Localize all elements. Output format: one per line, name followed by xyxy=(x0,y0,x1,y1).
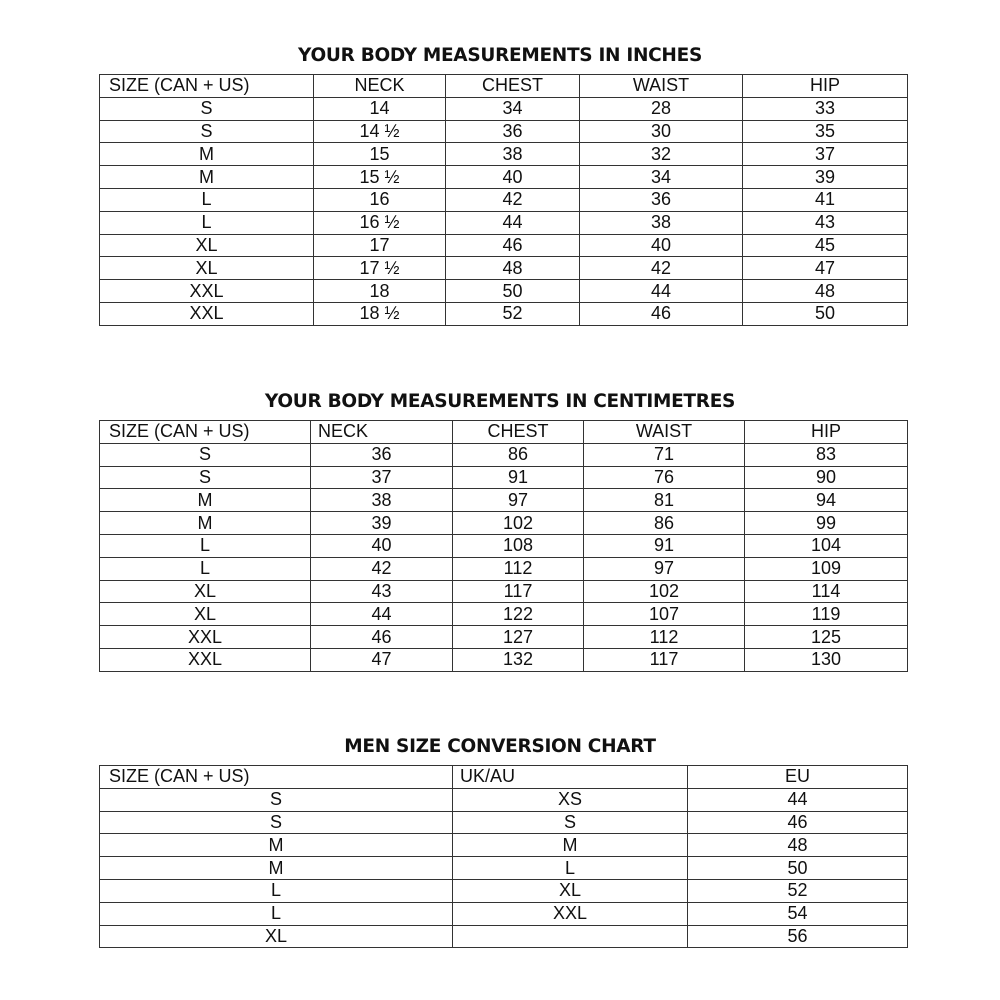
table-cell: 44 xyxy=(446,211,580,234)
table-cell: XS xyxy=(453,788,688,811)
table-cell: 15 xyxy=(314,143,446,166)
table-cell: 43 xyxy=(743,211,908,234)
table-cell: 94 xyxy=(745,489,908,512)
table-cell: 86 xyxy=(584,512,745,535)
table-row xyxy=(100,834,908,857)
centimetres-table-title: YOUR BODY MEASUREMENTS IN CENTIMETRES xyxy=(264,391,736,412)
table-row xyxy=(100,512,908,535)
table-cell: 48 xyxy=(688,834,908,857)
table-cell: XL xyxy=(100,925,453,948)
table-cell: XL xyxy=(100,580,311,603)
table-cell xyxy=(453,925,688,948)
table-cell: S xyxy=(100,443,311,466)
table-cell: 119 xyxy=(745,603,908,626)
table-cell: 132 xyxy=(453,648,584,671)
table-cell: 15 ½ xyxy=(314,166,446,189)
table-cell: S xyxy=(100,97,314,120)
table-cell: 99 xyxy=(745,512,908,535)
table-cell: 41 xyxy=(743,188,908,211)
table-cell: 108 xyxy=(453,534,584,557)
table-cell: 17 ½ xyxy=(314,257,446,280)
table-row xyxy=(100,166,908,189)
table-cell: 130 xyxy=(745,648,908,671)
table-row xyxy=(100,120,908,143)
table-row xyxy=(100,788,908,811)
column-header: WAIST xyxy=(580,75,743,98)
table-cell: 16 ½ xyxy=(314,211,446,234)
table-row xyxy=(100,302,908,325)
column-header: CHEST xyxy=(446,75,580,98)
header-row xyxy=(100,75,908,98)
table-cell: XXL xyxy=(100,648,311,671)
table-row xyxy=(100,257,908,280)
table-cell: 76 xyxy=(584,466,745,489)
table-cell: 37 xyxy=(311,466,453,489)
table-row xyxy=(100,443,908,466)
table-row xyxy=(100,626,908,649)
table-cell: 38 xyxy=(311,489,453,512)
table-cell: 45 xyxy=(743,234,908,257)
table-row xyxy=(100,648,908,671)
table-cell: S xyxy=(100,466,311,489)
table-cell: 71 xyxy=(584,443,745,466)
table-cell: 38 xyxy=(446,143,580,166)
table-cell: 44 xyxy=(688,788,908,811)
table-cell: 16 xyxy=(314,188,446,211)
table-cell: XL xyxy=(100,603,311,626)
table-cell: XL xyxy=(453,879,688,902)
column-header: UK/AU xyxy=(453,766,688,789)
table-cell: 104 xyxy=(745,534,908,557)
table-row xyxy=(100,603,908,626)
table-cell: 44 xyxy=(580,280,743,303)
table-row xyxy=(100,534,908,557)
header-row xyxy=(100,766,908,789)
table-cell: 18 ½ xyxy=(314,302,446,325)
table-cell: 107 xyxy=(584,603,745,626)
table-row xyxy=(100,466,908,489)
table-cell: M xyxy=(100,489,311,512)
table-cell: 43 xyxy=(311,580,453,603)
table-cell: L xyxy=(100,879,453,902)
table-cell: 54 xyxy=(688,902,908,925)
table-cell: 50 xyxy=(446,280,580,303)
table-row xyxy=(100,902,908,925)
table-cell: 56 xyxy=(688,925,908,948)
centimetres-measurements-table xyxy=(99,420,908,672)
table-cell: L xyxy=(453,857,688,880)
table-cell: 38 xyxy=(580,211,743,234)
table-cell: XL xyxy=(100,234,314,257)
table-cell: S xyxy=(100,811,453,834)
table-row xyxy=(100,925,908,948)
table-cell: 14 ½ xyxy=(314,120,446,143)
table-cell: 47 xyxy=(743,257,908,280)
table-row xyxy=(100,211,908,234)
table-row xyxy=(100,97,908,120)
table-cell: 127 xyxy=(453,626,584,649)
table-cell: 46 xyxy=(688,811,908,834)
column-header: HIP xyxy=(743,75,908,98)
table-row xyxy=(100,188,908,211)
table-cell: 39 xyxy=(743,166,908,189)
table-row xyxy=(100,857,908,880)
table-row xyxy=(100,234,908,257)
table-cell: 48 xyxy=(446,257,580,280)
header-row xyxy=(100,421,908,444)
column-header: NECK xyxy=(314,75,446,98)
table-cell: M xyxy=(100,512,311,535)
table-cell: 97 xyxy=(453,489,584,512)
table-cell: 42 xyxy=(580,257,743,280)
table-cell: XL xyxy=(100,257,314,280)
table-cell: 34 xyxy=(580,166,743,189)
size-conversion-table xyxy=(99,765,908,948)
table-cell: 28 xyxy=(580,97,743,120)
table-cell: L xyxy=(100,534,311,557)
table-cell: XXL xyxy=(100,626,311,649)
table-row xyxy=(100,879,908,902)
column-header: WAIST xyxy=(584,421,745,444)
table-cell: 17 xyxy=(314,234,446,257)
table-cell: 18 xyxy=(314,280,446,303)
table-cell: 117 xyxy=(584,648,745,671)
table-cell: 30 xyxy=(580,120,743,143)
table-cell: M xyxy=(453,834,688,857)
table-cell: 112 xyxy=(453,557,584,580)
table-cell: 40 xyxy=(311,534,453,557)
table-cell: 122 xyxy=(453,603,584,626)
table-cell: 36 xyxy=(580,188,743,211)
table-row xyxy=(100,489,908,512)
table-cell: 14 xyxy=(314,97,446,120)
table-row xyxy=(100,557,908,580)
table-cell: S xyxy=(100,788,453,811)
table-cell: 46 xyxy=(311,626,453,649)
table-cell: M xyxy=(100,857,453,880)
table-cell: S xyxy=(100,120,314,143)
table-cell: 34 xyxy=(446,97,580,120)
table-row xyxy=(100,811,908,834)
table-cell: 81 xyxy=(584,489,745,512)
table-cell: 50 xyxy=(743,302,908,325)
table-cell: 39 xyxy=(311,512,453,535)
table-cell: L xyxy=(100,902,453,925)
table-cell: XXL xyxy=(100,280,314,303)
table-cell: 52 xyxy=(688,879,908,902)
table-cell: 86 xyxy=(453,443,584,466)
table-cell: 50 xyxy=(688,857,908,880)
conversion-chart-title: MEN SIZE CONVERSION CHART xyxy=(344,736,656,757)
inches-table-title: YOUR BODY MEASUREMENTS IN INCHES xyxy=(298,45,702,66)
table-cell: L xyxy=(100,188,314,211)
table-cell: 35 xyxy=(743,120,908,143)
table-cell: 33 xyxy=(743,97,908,120)
table-cell: 32 xyxy=(580,143,743,166)
table-cell: 97 xyxy=(584,557,745,580)
table-cell: 109 xyxy=(745,557,908,580)
table-cell: M xyxy=(100,166,314,189)
table-cell: 36 xyxy=(311,443,453,466)
table-cell: 46 xyxy=(446,234,580,257)
table-cell: 91 xyxy=(584,534,745,557)
table-cell: 42 xyxy=(311,557,453,580)
table-cell: 112 xyxy=(584,626,745,649)
table-cell: L xyxy=(100,211,314,234)
inches-measurements-table xyxy=(99,74,908,326)
table-cell: XXL xyxy=(100,302,314,325)
table-row xyxy=(100,143,908,166)
table-cell: 91 xyxy=(453,466,584,489)
table-cell: M xyxy=(100,834,453,857)
table-cell: 47 xyxy=(311,648,453,671)
table-cell: 37 xyxy=(743,143,908,166)
column-header: NECK xyxy=(311,421,453,444)
column-header: EU xyxy=(688,766,908,789)
table-cell: 83 xyxy=(745,443,908,466)
table-cell: 46 xyxy=(580,302,743,325)
table-cell: 48 xyxy=(743,280,908,303)
table-cell: 125 xyxy=(745,626,908,649)
column-header: HIP xyxy=(745,421,908,444)
table-cell: 90 xyxy=(745,466,908,489)
table-cell: 40 xyxy=(446,166,580,189)
table-cell: 117 xyxy=(453,580,584,603)
table-cell: XXL xyxy=(453,902,688,925)
table-cell: 36 xyxy=(446,120,580,143)
table-row xyxy=(100,580,908,603)
column-header: SIZE (CAN + US) xyxy=(100,421,311,444)
table-cell: 102 xyxy=(584,580,745,603)
column-header: SIZE (CAN + US) xyxy=(100,75,314,98)
column-header: SIZE (CAN + US) xyxy=(100,766,453,789)
table-row xyxy=(100,280,908,303)
table-cell: L xyxy=(100,557,311,580)
table-cell: 42 xyxy=(446,188,580,211)
table-cell: 102 xyxy=(453,512,584,535)
table-cell: 52 xyxy=(446,302,580,325)
table-cell: 114 xyxy=(745,580,908,603)
table-cell: S xyxy=(453,811,688,834)
table-cell: M xyxy=(100,143,314,166)
column-header: CHEST xyxy=(453,421,584,444)
table-cell: 40 xyxy=(580,234,743,257)
table-cell: 44 xyxy=(311,603,453,626)
